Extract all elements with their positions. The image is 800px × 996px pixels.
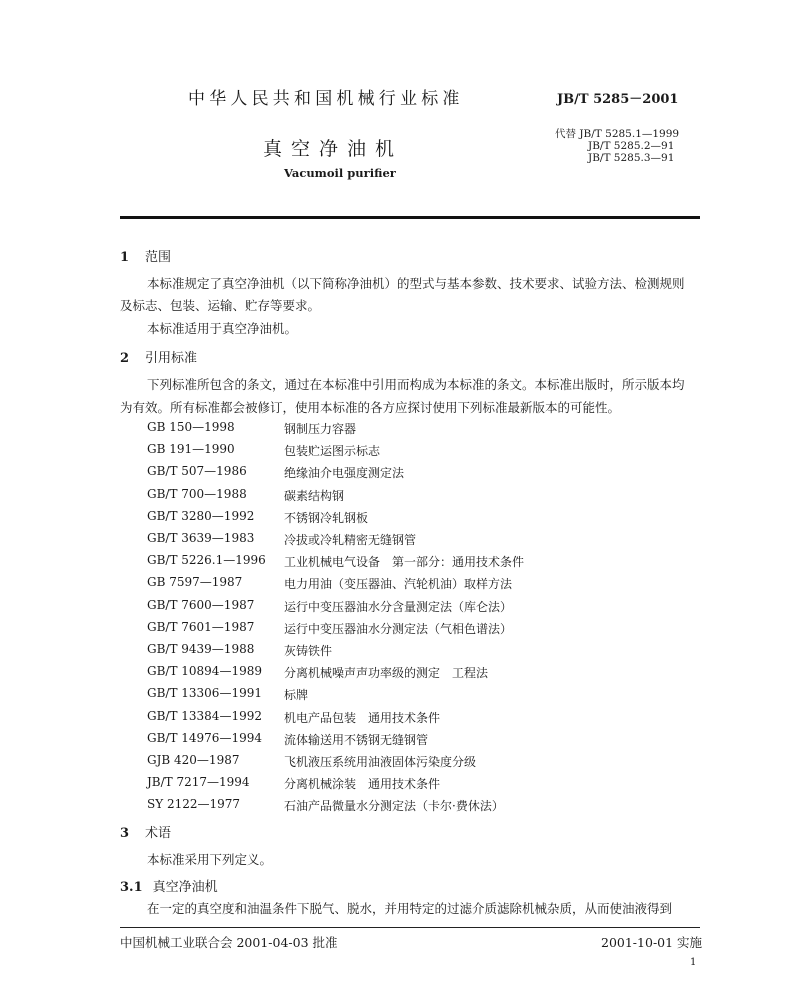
- reference-name: 机电产品包装 通用技术条件: [284, 711, 441, 725]
- section-number: 1: [120, 250, 130, 265]
- section-title: 范围: [145, 250, 172, 265]
- section-2-heading: [120, 347, 197, 366]
- reference-code: GB/T 14976—1994: [147, 731, 262, 745]
- reference-name: 分离机械涂装 通用技术条件: [284, 777, 441, 791]
- reference-name: 钢制压力容器: [284, 422, 357, 436]
- reference-name: 冷拔或冷轧精密无缝钢管: [284, 533, 417, 547]
- subsection-number: 3.1: [120, 880, 143, 895]
- reference-code: SY 2122—1977: [147, 797, 241, 811]
- replaces-line: JB/T 5285.2—91: [588, 140, 675, 152]
- reference-row: [147, 642, 707, 664]
- reference-code: GB/T 5226.1—1996: [147, 553, 266, 567]
- reference-row: [147, 509, 707, 531]
- subsection-title: 真空净油机: [152, 880, 218, 895]
- reference-name: 不锈钢冷轧钢板: [284, 511, 369, 525]
- reference-code: GB/T 3280—1992: [147, 509, 255, 523]
- org-title: 中华人民共和国机械行业标准: [188, 89, 464, 109]
- reference-code: GB/T 700—1988: [147, 487, 247, 501]
- reference-row: [147, 731, 707, 753]
- reference-row: [147, 753, 707, 775]
- standard-code: JB/T 5285－2001: [557, 92, 679, 107]
- reference-row: [147, 487, 707, 509]
- section-title: 引用标准: [145, 351, 198, 366]
- page-number: 1: [690, 957, 697, 968]
- reference-code: GB/T 9439—1988: [147, 642, 255, 656]
- reference-row: [147, 709, 707, 731]
- subsection-3-1-heading: [120, 876, 218, 895]
- replaces-line: JB/T 5285.3—91: [588, 152, 675, 164]
- reference-name: 灰铸铁件: [284, 644, 333, 658]
- reference-name: 飞机液压系统用油液固体污染度分级: [284, 755, 477, 769]
- replaces-line: 代替 JB/T 5285.1—1999: [555, 128, 680, 140]
- reference-name: 电力用油（变压器油、汽轮机油）取样方法: [284, 577, 513, 591]
- paragraph-line: 在一定的真空度和油温条件下脱气、脱水，并用特定的过滤介质滤除机械杂质，从而使油液得到: [147, 901, 673, 916]
- reference-code: GB/T 7601—1987: [147, 620, 255, 634]
- paragraph-line: 本标准采用下列定义。: [147, 852, 273, 867]
- reference-name: 绝缘油介电强度测定法: [284, 466, 405, 480]
- document-title: 真空净油机: [263, 138, 404, 160]
- reference-code: JB/T 7217—1994: [147, 775, 250, 789]
- reference-code: GB/T 13384—1992: [147, 709, 262, 723]
- reference-name: 流体输送用不锈钢无缝钢管: [284, 733, 429, 747]
- section-3-heading: [120, 822, 171, 841]
- reference-name: 运行中变压器油水分测定法（气相色谱法）: [284, 622, 513, 636]
- reference-name: 标牌: [284, 688, 309, 702]
- reference-name: 分离机械噪声声功率级的测定 工程法: [284, 666, 489, 680]
- reference-code: GJB 420—1987: [147, 753, 240, 767]
- reference-code: GB 7597—1987: [147, 575, 243, 589]
- footer-divider: [120, 927, 700, 928]
- section-number: 3: [120, 826, 130, 841]
- reference-row: [147, 775, 707, 797]
- paragraph-line: 及标志、包装、运输、贮存等要求。: [120, 298, 321, 313]
- reference-code: GB 191—1990: [147, 442, 235, 456]
- reference-code: GB/T 3639—1983: [147, 531, 255, 545]
- reference-name: 碳素结构钢: [284, 489, 345, 503]
- paragraph-line: 为有效。所有标准都会被修订，使用本标准的各方应探讨使用下列标准最新版本的可能性。: [120, 400, 621, 415]
- reference-row: [147, 598, 707, 620]
- paragraph-line: 本标准适用于真空净油机。: [147, 321, 298, 336]
- paragraph-line: 本标准规定了真空净油机（以下简称净油机）的型式与基本参数、技术要求、试验方法、检测规则: [147, 276, 685, 291]
- replaces-block: [555, 128, 679, 164]
- header-divider: [120, 216, 700, 219]
- english-title: Vacumoil purifier: [284, 166, 396, 180]
- reference-name: 石油产品微量水分测定法（卡尔·费休法）: [284, 799, 504, 813]
- reference-row: [147, 464, 707, 486]
- reference-row: [147, 553, 707, 575]
- paragraph-line: 下列标准所包含的条文，通过在本标准中引用而构成为本标准的条文。本标准出版时，所示版本均: [147, 377, 685, 392]
- reference-code: GB/T 10894—1989: [147, 664, 262, 678]
- section-1-heading: [120, 246, 171, 265]
- section-title: 术语: [145, 826, 172, 841]
- reference-name: 运行中变压器油水分含量测定法（库仑法）: [284, 600, 513, 614]
- reference-code: GB/T 7600—1987: [147, 598, 255, 612]
- reference-name: 工业机械电气设备 第一部分：通用技术条件: [284, 555, 525, 569]
- reference-code: GB 150—1998: [147, 420, 235, 434]
- reference-row: [147, 575, 707, 597]
- reference-row: [147, 664, 707, 686]
- reference-name: 包装贮运图示标志: [284, 444, 381, 458]
- reference-code: GB/T 13306—1991: [147, 686, 262, 700]
- section-number: 2: [120, 351, 130, 366]
- reference-row: [147, 620, 707, 642]
- reference-row: [147, 531, 707, 553]
- reference-row: [147, 797, 707, 819]
- reference-row: [147, 420, 707, 442]
- reference-code: GB/T 507—1986: [147, 464, 247, 478]
- reference-row: [147, 686, 707, 708]
- effective-date: 2001-10-01 实施: [601, 935, 703, 950]
- reference-row: [147, 442, 707, 464]
- approval-info: 中国机械工业联合会 2001-04-03 批准: [120, 935, 338, 950]
